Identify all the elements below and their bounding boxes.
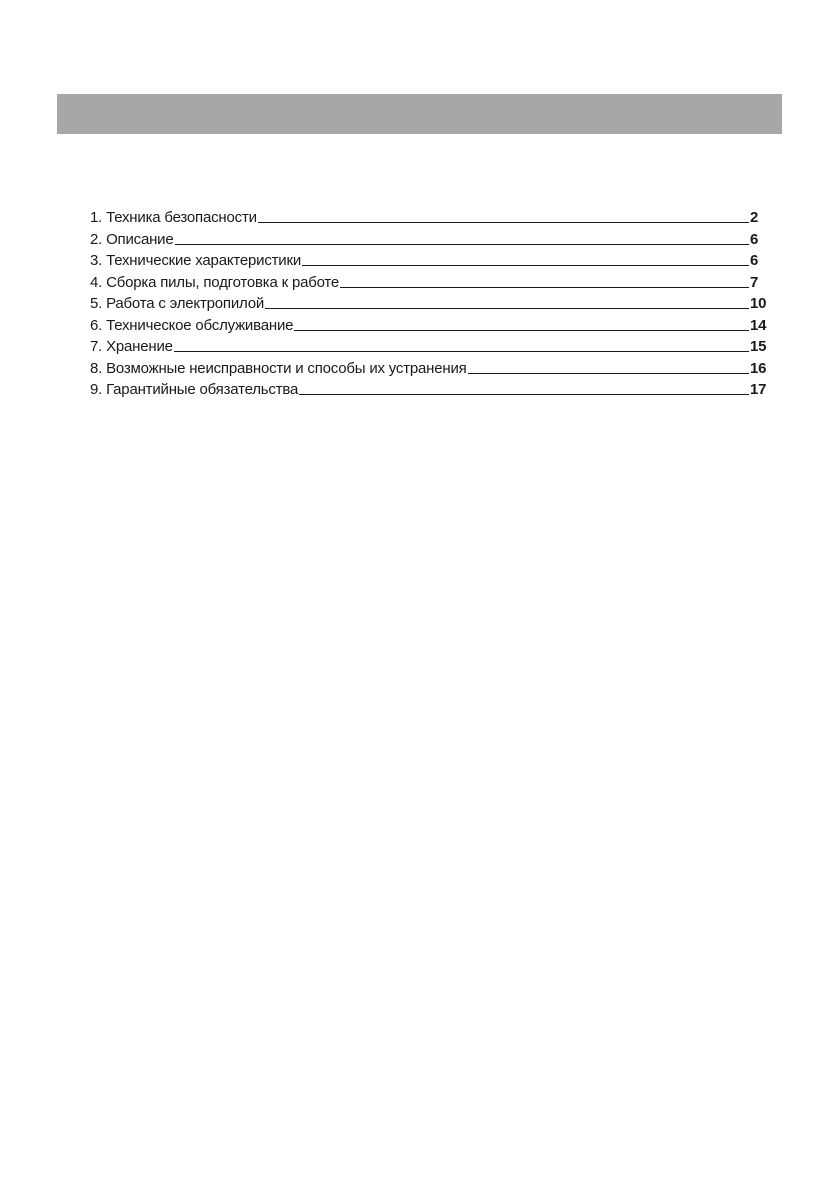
toc-entry-title: 7. Хранение [90, 338, 173, 355]
toc-entry-page: 17 [750, 381, 767, 398]
toc-entry-maintenance[interactable] [90, 315, 770, 337]
toc-entry-title: 1. Техника безопасности [90, 209, 257, 226]
toc-entry-page: 6 [750, 252, 759, 269]
toc-entry-page: 15 [750, 338, 767, 355]
toc-entry-storage[interactable] [90, 336, 770, 358]
toc-entry-title: 8. Возможные неисправности и способы их устранения [90, 359, 467, 377]
toc-entry-specifications[interactable] [90, 250, 770, 272]
toc-entry-page: 10 [750, 295, 767, 312]
table-of-contents [90, 207, 770, 401]
toc-entry-page: 7 [750, 273, 759, 291]
toc-entry-title: 3. Технические характеристики [90, 252, 302, 269]
toc-entry-title: 6. Техническое обслуживание [90, 316, 294, 334]
toc-leader-line [299, 394, 749, 395]
header-band [57, 94, 782, 134]
toc-leader-line [294, 330, 749, 331]
toc-leader-line [302, 265, 749, 266]
toc-entry-page: 2 [750, 209, 759, 226]
toc-entry-assembly[interactable] [90, 272, 770, 294]
toc-leader-line [175, 244, 750, 245]
toc-entry-page: 16 [750, 359, 767, 377]
toc-leader-line [258, 222, 749, 223]
toc-leader-line [340, 287, 749, 288]
toc-entry-warranty[interactable] [90, 379, 770, 401]
toc-leader-line [468, 373, 749, 374]
toc-entry-title: 9. Гарантийные обязательства [90, 381, 299, 398]
toc-entry-page: 14 [750, 316, 767, 334]
toc-leader-line [174, 351, 749, 352]
toc-entry-operation[interactable] [90, 293, 770, 315]
toc-entry-troubleshooting[interactable] [90, 358, 770, 380]
toc-entry-description[interactable] [90, 229, 770, 251]
toc-entry-safety[interactable] [90, 207, 770, 229]
toc-entry-title: 5. Работа с электропилой [90, 295, 265, 312]
toc-leader-line [265, 308, 749, 309]
toc-entry-title: 2. Описание [90, 230, 174, 248]
toc-entry-page: 6 [750, 230, 759, 248]
toc-entry-title: 4. Сборка пилы, подготовка к работе [90, 273, 340, 291]
